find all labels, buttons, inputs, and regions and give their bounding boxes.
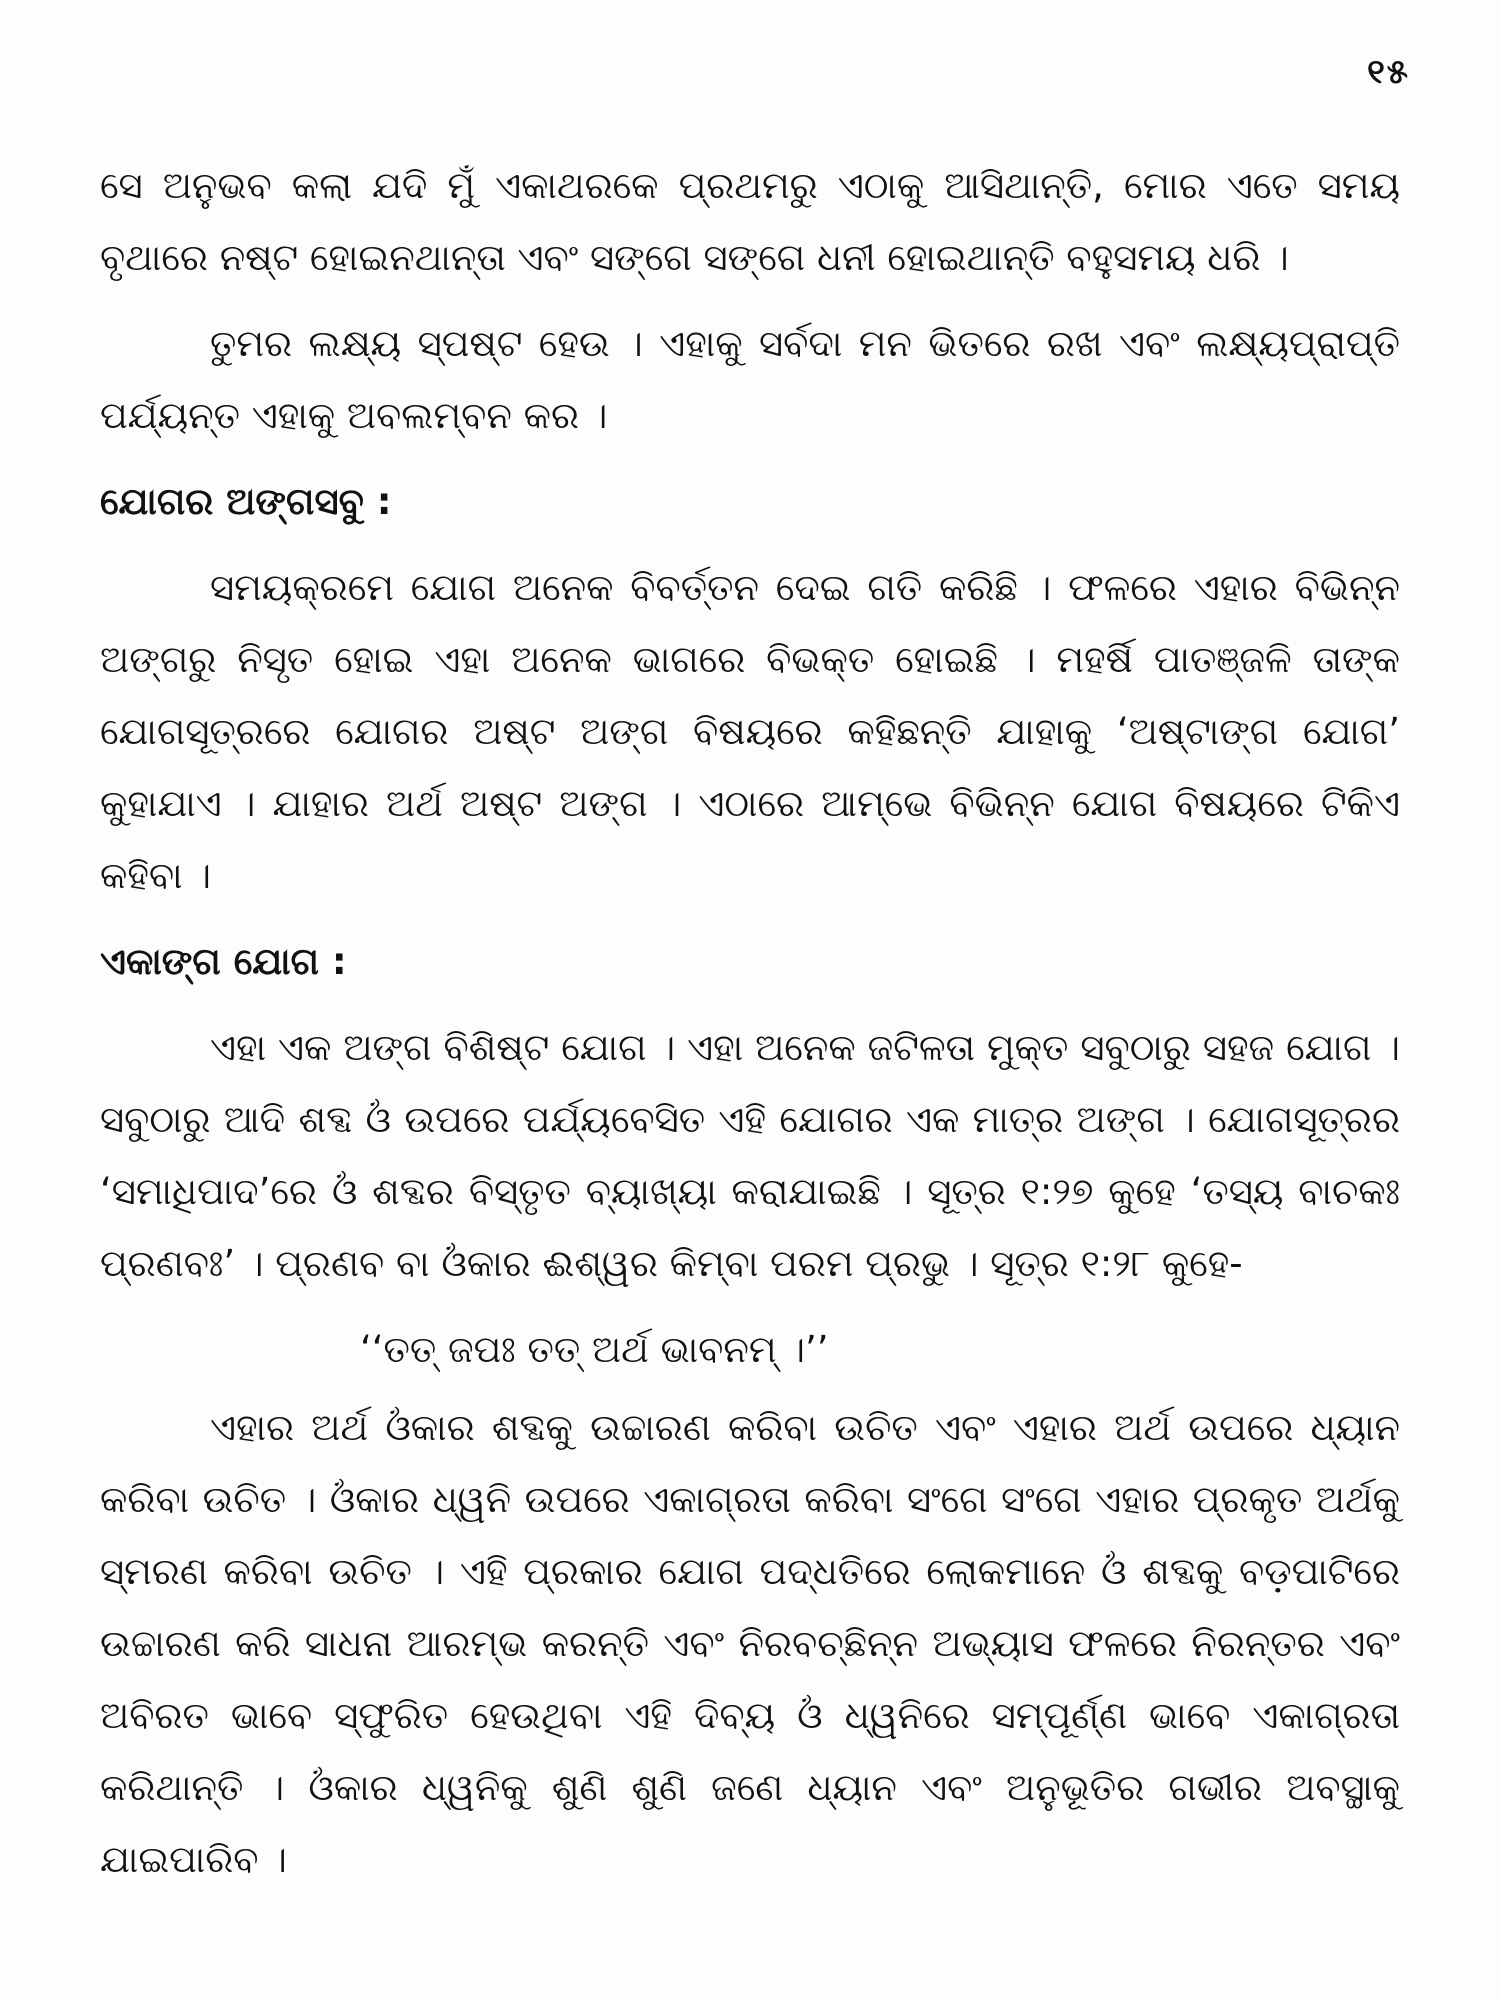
section-heading-ekanga-yoga: ଏକାଙ୍ଗ ଯୋଗ : bbox=[100, 940, 347, 983]
paragraph-yoga-limbs: ସମୟକ୍ରମେ ଯୋଗ ଅନେକ ବିବର୍ତ୍ତନ ଦେଇ ଗତି କରିଛି । ଫଳରେ ଏହାର ବିଭିନ୍ନ ଅଙ୍ଗରୁ ନିସୃତ ହୋଇ ଏହା ଅନେକ ଭାଗରେ ବିଭକ୍ତ ହୋଇଛି । ମହର୍ଷି ପାତଞ୍ଜଳି ତାଙ୍କ ଯୋଗସୂତ୍ରରେ ଯୋଗର ଅଷ୍ଟ ଅଙ୍ଗ ବିଷୟରେ କହିଛନ୍ତି ଯାହାକୁ ‘ଅଷ୍ଟାଙ୍ଗ ଯୋଗ’ କୁହାଯାଏ । ଯାହାର ଅର୍ଥ ଅଷ୍ଟ ଅଙ୍ଗ । ଏଠାରେ ଆମ୍ଭେ ବିଭିନ୍ନ ଯୋଗ ବିଷୟରେ ଟିକିଏ କହିବା । bbox=[100, 566, 1400, 897]
paragraph-continuation: ସେ ଅନୁଭବ କଲା ଯଦି ମୁଁ ଏକାଥରକେ ପ୍ରଥମରୁ ଏଠାକୁ ଆସିଥାନ୍ତି, ମୋର ଏତେ ସମୟ ବୃଥାରେ ନଷ୍ଟ ହୋଇନଥାନ୍ତା ଏବଂ ସଙ୍ଗେ ସଙ୍ଗେ ଧନୀ ହୋଇଥାନ୍ତି ବହୁସମୟ ଧରି । bbox=[100, 164, 1400, 279]
page-number: ୧୫ bbox=[1367, 52, 1410, 92]
paragraph-omkara: ଏହାର ଅର୍ଥ ଓଁକାର ଶବ୍ଦକୁ ଉଚ୍ଚାରଣ କରିବା ଉଚିତ ଏବଂ ଏହାର ଅର୍ଥ ଉପରେ ଧ୍ୟାନ କରିବା ଉଚିତ । ଓଁକାର ଧ୍ୱନି ଉପରେ ଏକାଗ୍ରତା କରିବା ସଂଗେ ସଂଗେ ଏହାର ପ୍ରକୃତ ଅର୍ଥକୁ ସ୍ମରଣ କରିବା ଉଚିତ । ଏହି ପ୍ରକାର ଯୋଗ ପଦ୍ଧତିରେ ଲୋକମାନେ ଓଁ ଶବ୍ଦକୁ ବଡ଼ପାଟିରେ ଉଚ୍ଚାରଣ କରି ସାଧନା ଆରମ୍ଭ କରନ୍ତି ଏବଂ ନିରବଚ୍ଛିନ୍ନ ଅଭ୍ୟାସ ଫଳରେ ନିରନ୍ତର ଏବଂ ଅବିରତ ଭାବେ ସ୍ଫୁରିତ ହେଉଥିବା ଏହି ଦିବ୍ୟ ଓଁ ଧ୍ୱନିରେ ସମ୍ପୂର୍ଣ୍ଣ ଭାବେ ଏକାଗ୍ରତା କରିଥାନ୍ତି । ଓଁକାର ଧ୍ୱନିକୁ ଶୁଣି ଶୁଣି ଜଣେ ଧ୍ୟାନ ଏବଂ ଅନୁଭୂତିର ଗଭୀର ଅବସ୍ଥାକୁ ଯାଇପାରିବ । bbox=[100, 1406, 1400, 1881]
section-heading-yoga-limbs: ଯୋଗର ଅଙ୍ଗସବୁ : bbox=[100, 480, 392, 523]
sutra-quote: ‘‘ତତ୍ ଜପଃ ତତ୍ ଅର୍ଥ ଭାବନମ୍ ।’’ bbox=[360, 1328, 829, 1371]
paragraph-goal: ତୁମର ଲକ୍ଷ୍ୟ ସ୍ପଷ୍ଟ ହେଉ । ଏହାକୁ ସର୍ବଦା ମନ ଭିତରେ ରଖ ଏବଂ ଲକ୍ଷ୍ୟପ୍ରାପ୍ତି ପର୍ଯ୍ୟନ୍ତ ଏହାକୁ ଅବଲମ୍ବନ କର । bbox=[100, 322, 1400, 437]
page-body bbox=[100, 150, 1400, 1910]
paragraph-ekanga-yoga: ଏହା ଏକ ଅଙ୍ଗ ବିଶିଷ୍ଟ ଯୋଗ । ଏହା ଅନେକ ଜଟିଳତା ମୁକ୍ତ ସବୁଠାରୁ ସହଜ ଯୋଗ । ସବୁଠାରୁ ଆଦି ଶବ୍ଦ ଓଁ ଉପରେ ପର୍ଯ୍ୟବେସିତ ଏହି ଯୋଗର ଏକ ମାତ୍ର ଅଙ୍ଗ । ଯୋଗସୂତ୍ରର ‘ସମାଧିପାଦ’ରେ ଓଁ ଶବ୍ଦର ବିସ୍ତୃତ ବ୍ୟାଖ୍ୟା କରାଯାଇଛି । ସୂତ୍ର ୧:୨୭ କୁହେ ‘ତସ୍ୟ ବାଚକଃ ପ୍ରଣବଃ’ । ପ୍ରଣବ ବା ଓଁକାର ଈଶ୍ୱର କିମ୍ବା ପରମ ପ୍ରଭୁ । ସୂତ୍ର ୧:୨୮ କୁହେ- bbox=[100, 1026, 1400, 1285]
